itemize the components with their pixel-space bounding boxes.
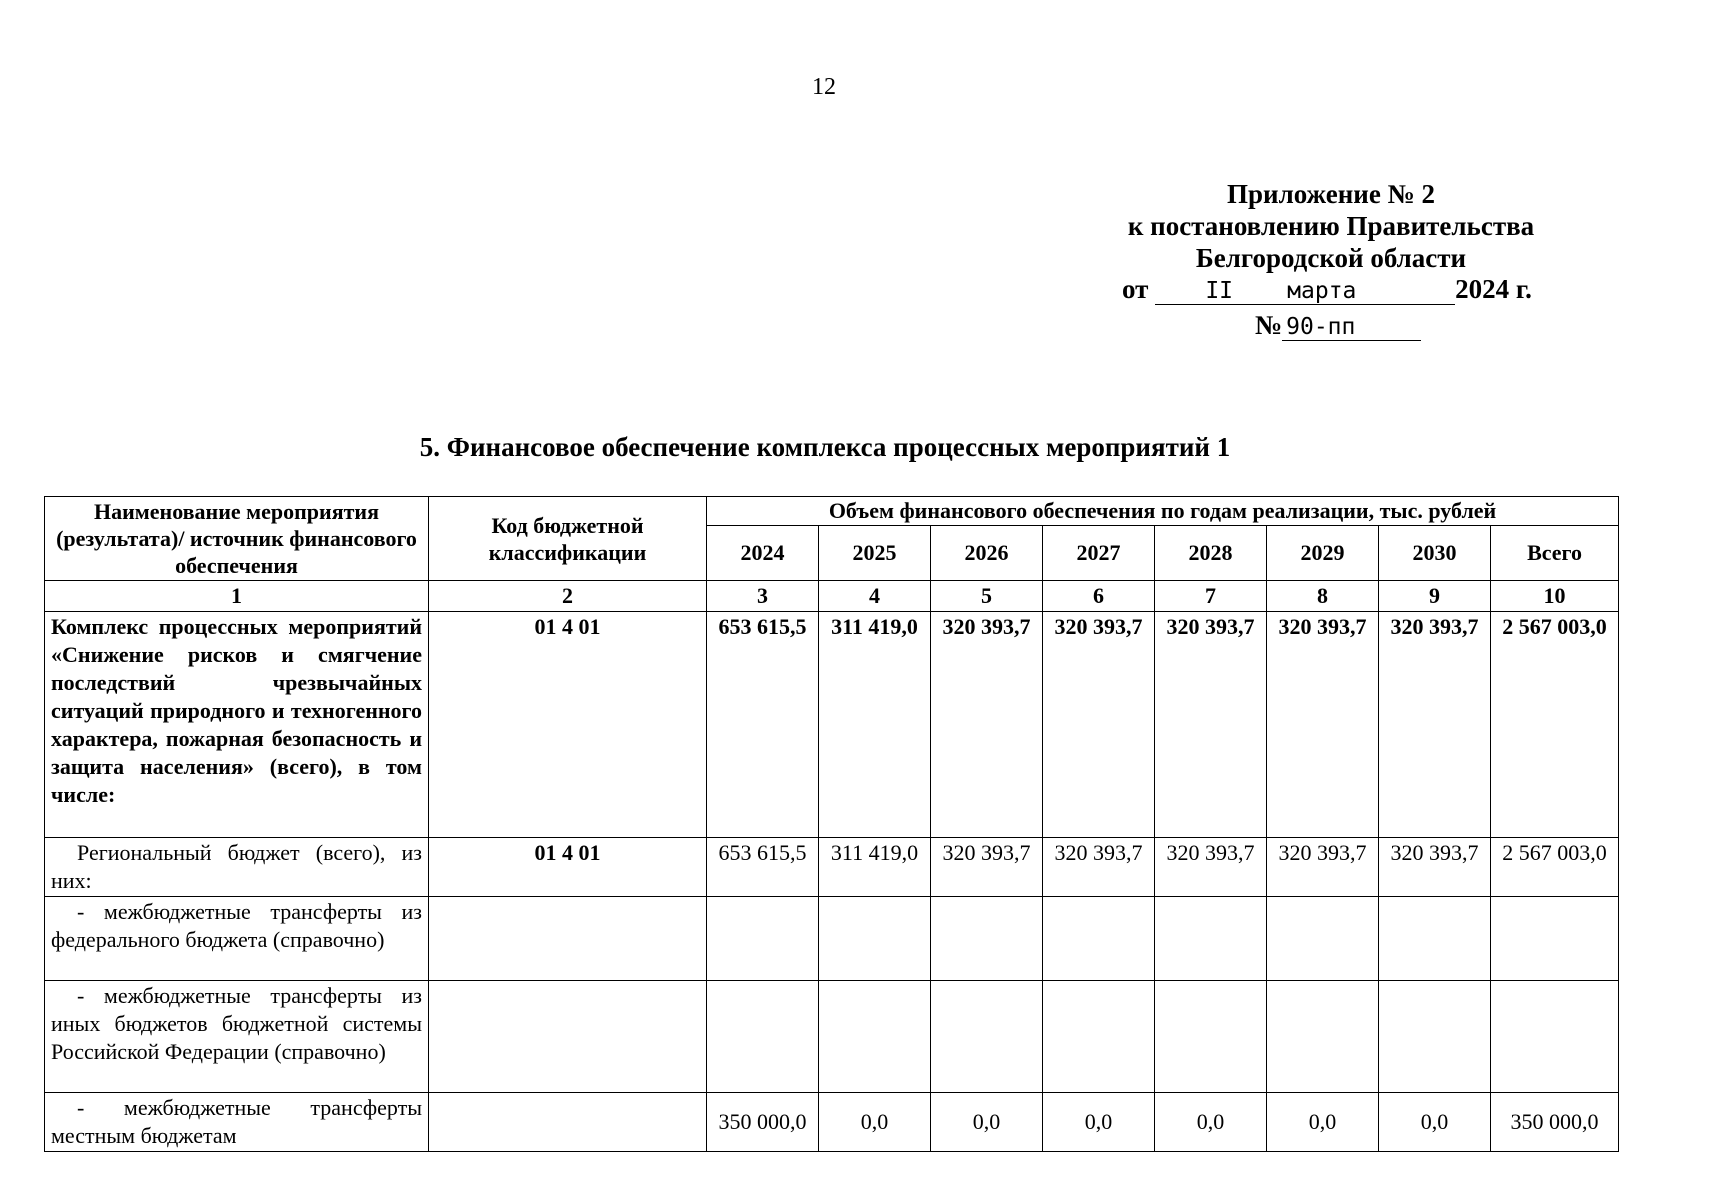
column-number: 1	[45, 581, 429, 612]
row-value: 320 393,7	[931, 612, 1043, 838]
header-total: Всего	[1491, 525, 1619, 580]
column-number: 3	[707, 581, 819, 612]
column-number: 10	[1491, 581, 1619, 612]
row-value	[1379, 981, 1491, 1093]
header-year: 2029	[1267, 525, 1379, 580]
row-value: 320 393,7	[931, 838, 1043, 897]
row-value	[1043, 981, 1155, 1093]
row-value	[1379, 897, 1491, 981]
date-day: II	[1155, 278, 1283, 305]
header-year: 2030	[1379, 525, 1491, 580]
row-name: Комплекс процессных мероприятий «Снижение рисков и смягчение последствий чрезвычайных ситуаций природного и техногенного характера, пожарная безопасность и защита населения» (всего), в том числе:	[45, 612, 429, 838]
row-value	[1267, 897, 1379, 981]
row-value	[1043, 897, 1155, 981]
header-year: 2024	[707, 525, 819, 580]
row-value: 320 393,7	[1043, 838, 1155, 897]
row-total	[1491, 981, 1619, 1093]
table-row	[45, 897, 1619, 981]
column-number: 8	[1267, 581, 1379, 612]
section-title: 5. Финансовое обеспечение комплекса процессных мероприятий 1	[419, 432, 1231, 462]
table-row	[45, 838, 1619, 897]
header-year: 2027	[1043, 525, 1155, 580]
row-value: 311 419,0	[819, 838, 931, 897]
table-row	[45, 612, 1619, 838]
row-total	[1491, 897, 1619, 981]
header-year: 2025	[819, 525, 931, 580]
row-value: 320 393,7	[1379, 838, 1491, 897]
row-value	[707, 897, 819, 981]
date-month: марта	[1283, 278, 1455, 305]
row-name: Региональный бюджет (всего), из них:	[45, 838, 429, 897]
row-value	[1267, 981, 1379, 1093]
row-value: 653 615,5	[707, 838, 819, 897]
column-number: 5	[931, 581, 1043, 612]
row-value: 320 393,7	[1155, 838, 1267, 897]
row-value: 320 393,7	[1267, 612, 1379, 838]
date-year: 2024 г.	[1455, 274, 1532, 304]
row-value	[931, 981, 1043, 1093]
table-row	[45, 981, 1619, 1093]
row-value	[707, 981, 819, 1093]
decree-date	[1122, 274, 1532, 305]
page-number: 12	[812, 74, 836, 100]
row-total: 350 000,0	[1491, 1093, 1619, 1152]
appendix-header	[1106, 178, 1556, 274]
date-prefix: от	[1122, 274, 1149, 304]
column-number-row	[45, 581, 1619, 612]
header-year: 2026	[931, 525, 1043, 580]
number-value: 90-пп	[1282, 314, 1421, 341]
column-number: 6	[1043, 581, 1155, 612]
row-value	[819, 981, 931, 1093]
row-value: 0,0	[1267, 1093, 1379, 1152]
number-prefix: №	[1255, 310, 1283, 340]
financing-table	[44, 496, 1619, 1152]
header-code: Код бюджетной классификации	[429, 497, 707, 581]
row-value: 0,0	[1043, 1093, 1155, 1152]
row-total: 2 567 003,0	[1491, 612, 1619, 838]
row-value: 0,0	[931, 1093, 1043, 1152]
row-value	[819, 897, 931, 981]
row-value: 0,0	[819, 1093, 931, 1152]
row-value	[1155, 897, 1267, 981]
row-value: 320 393,7	[1379, 612, 1491, 838]
row-code	[429, 897, 707, 981]
appendix-title: Приложение № 2	[1227, 179, 1435, 209]
row-code: 01 4 01	[429, 612, 707, 838]
row-value: 320 393,7	[1267, 838, 1379, 897]
row-value: 0,0	[1155, 1093, 1267, 1152]
column-number: 2	[429, 581, 707, 612]
row-value: 350 000,0	[707, 1093, 819, 1152]
row-value: 0,0	[1379, 1093, 1491, 1152]
appendix-region: Белгородской области	[1195, 243, 1467, 273]
header-volume: Объем финансового обеспечения по годам реализации, тыс. рублей	[707, 497, 1619, 526]
decree-number	[1255, 310, 1421, 341]
row-code	[429, 981, 707, 1093]
row-value	[931, 897, 1043, 981]
column-number: 4	[819, 581, 931, 612]
row-name: - межбюджетные трансферты из иных бюджетов бюджетной системы Российской Федерации (справочно)	[45, 981, 429, 1093]
row-value: 653 615,5	[707, 612, 819, 838]
row-name: - межбюджетные трансферты из федерального бюджета (справочно)	[45, 897, 429, 981]
header-year: 2028	[1155, 525, 1267, 580]
column-number: 7	[1155, 581, 1267, 612]
row-code: 01 4 01	[429, 838, 707, 897]
row-value	[1155, 981, 1267, 1093]
header-name: Наименование мероприятия (результата)/ источник финансового обеспечения	[45, 497, 429, 581]
row-value: 320 393,7	[1155, 612, 1267, 838]
row-value: 320 393,7	[1043, 612, 1155, 838]
row-total: 2 567 003,0	[1491, 838, 1619, 897]
appendix-subtitle: к постановлению Правительства	[1127, 211, 1535, 241]
row-name: - межбюджетные трансферты местным бюджетам	[45, 1093, 429, 1152]
row-code	[429, 1093, 707, 1152]
row-value: 311 419,0	[819, 612, 931, 838]
table-row	[45, 1093, 1619, 1152]
column-number: 9	[1379, 581, 1491, 612]
